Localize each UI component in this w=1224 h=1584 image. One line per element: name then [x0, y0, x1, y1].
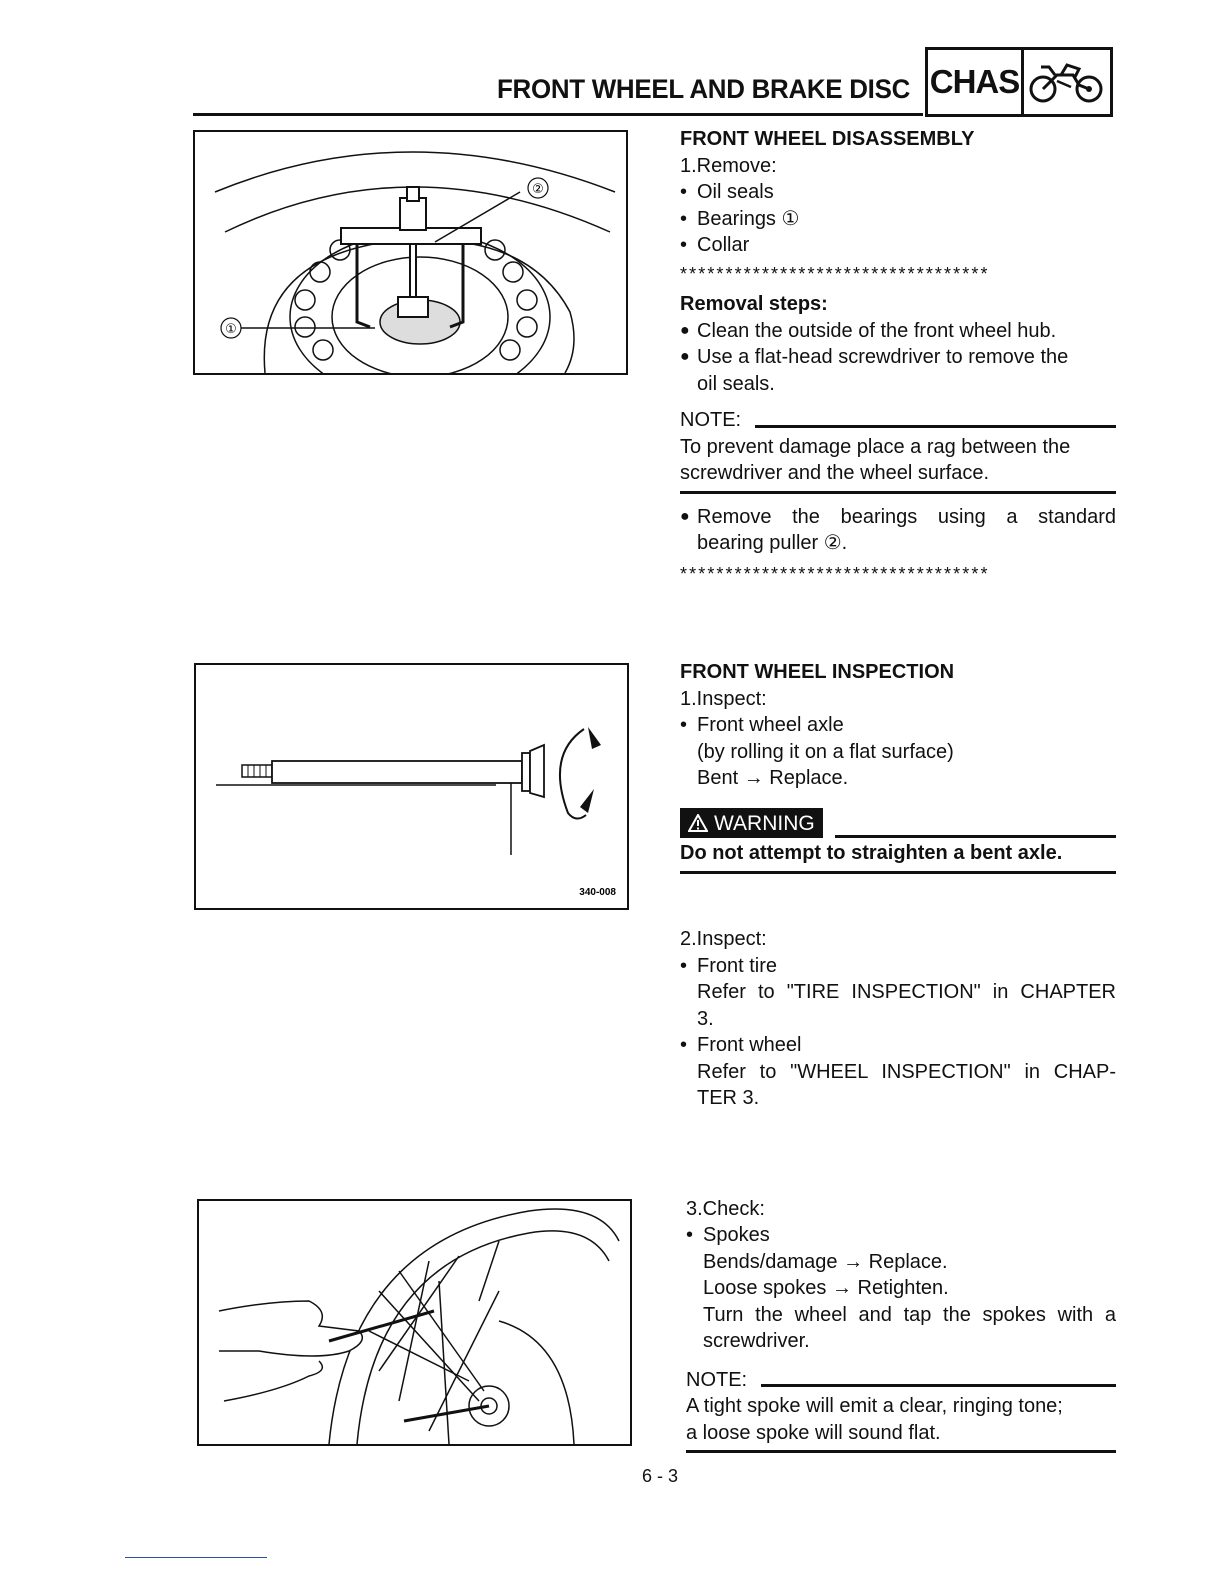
disassembly-section: [680, 126, 1116, 587]
note-bottom-rule: [686, 1450, 1116, 1453]
figure-bearing-puller: [193, 130, 628, 375]
figure-spoke-check: [197, 1199, 632, 1446]
inspection-heading: FRONT WHEEL INSPECTION: [680, 661, 955, 683]
list-item: • Spokes: [686, 1222, 1116, 1249]
separator-stars: **********************************: [680, 563, 990, 584]
warning-triangle-icon: [688, 814, 708, 832]
list-item: • Front tire: [680, 953, 1116, 980]
item-detail: Turn the wheel and tap the spokes with a: [703, 1303, 1116, 1326]
warning-badge: [680, 808, 823, 838]
inspection-step: 3.Check:: [686, 1197, 765, 1220]
motorcycle-icon: [1024, 50, 1110, 114]
figure-code: 340-008: [579, 887, 616, 898]
figure-axle-inspection: [194, 663, 629, 910]
item-reference-cont: TER 3.: [697, 1087, 760, 1109]
item-reference: Refer to "WHEEL INSPECTION" in CHAP-: [697, 1060, 1116, 1083]
item-action: Bends/damage → Replace.: [703, 1250, 948, 1273]
removal-heading: Removal steps:: [680, 293, 828, 315]
inspection-step: 2.Inspect:: [680, 928, 767, 950]
removal-step: ● Clean the outside of the front wheel hub.: [680, 318, 1116, 345]
note-text: A tight spoke will emit a clear, ringing tone;: [686, 1395, 1063, 1417]
note-rule: [761, 1384, 1116, 1387]
spokes-block: [686, 1222, 1116, 1453]
header-rule: [193, 113, 923, 116]
note-header: [680, 407, 1116, 434]
disassembly-step: 1.Remove:: [680, 154, 777, 177]
warning-text: Do not attempt to straighten a bent axle.: [680, 841, 1063, 864]
inspection-step: 1.Inspect:: [680, 687, 767, 710]
item-reference: Refer to "TIRE INSPECTION" in CHAPTER: [697, 981, 1116, 1003]
list-item: • Front wheel: [680, 1032, 1116, 1059]
page-number: 6 - 3: [641, 1466, 679, 1486]
item-reference-cont: 3.: [697, 1007, 714, 1030]
separator-stars: **********************************: [680, 263, 990, 284]
note-header: [686, 1367, 1116, 1394]
callout-1: ①: [225, 322, 237, 337]
list-item: • Collar: [680, 232, 1116, 259]
list-item: • Oil seals: [680, 179, 1116, 206]
removal-step: ● Use a flat-head screwdriver to remove the: [680, 344, 1116, 371]
warning-rule: [835, 835, 1116, 838]
note-rule: [755, 425, 1116, 428]
warning-label: WARNING: [714, 811, 815, 835]
note-label: NOTE:: [680, 409, 742, 431]
note-label: NOTE:: [686, 1368, 748, 1391]
note-text: To prevent damage place a rag between the: [680, 435, 1071, 458]
list-item: • Front wheel axle: [680, 712, 1116, 739]
note-bottom-rule: [680, 491, 1116, 494]
warning-header: [680, 808, 1116, 838]
page-title: FRONT WHEEL AND BRAKE DISC: [497, 74, 910, 104]
removal-step: ● Remove the bearings using a standard: [680, 504, 1116, 531]
warning-bottom-rule: [680, 871, 1116, 874]
item-detail: (by rolling it on a flat surface): [697, 740, 954, 763]
section-tag-label: CHAS: [928, 50, 1024, 114]
footer-rule: [125, 1557, 267, 1558]
note-text: screwdriver and the wheel surface.: [680, 462, 990, 484]
callout-2: ②: [532, 182, 544, 197]
inspection-section: [680, 659, 1116, 1453]
removal-step-cont: oil seals.: [697, 372, 775, 395]
disassembly-heading: FRONT WHEEL DISASSEMBLY: [680, 128, 975, 150]
item-action: Loose spokes → Retighten.: [703, 1277, 949, 1299]
note-text: a loose spoke will sound flat.: [686, 1421, 941, 1444]
list-item: • Bearings ①: [680, 206, 1116, 233]
removal-step-cont: bearing puller ②.: [697, 532, 848, 554]
item-detail-cont: screwdriver.: [703, 1330, 810, 1352]
section-tag: [925, 47, 1113, 117]
item-action: Bent → Replace.: [697, 767, 849, 789]
